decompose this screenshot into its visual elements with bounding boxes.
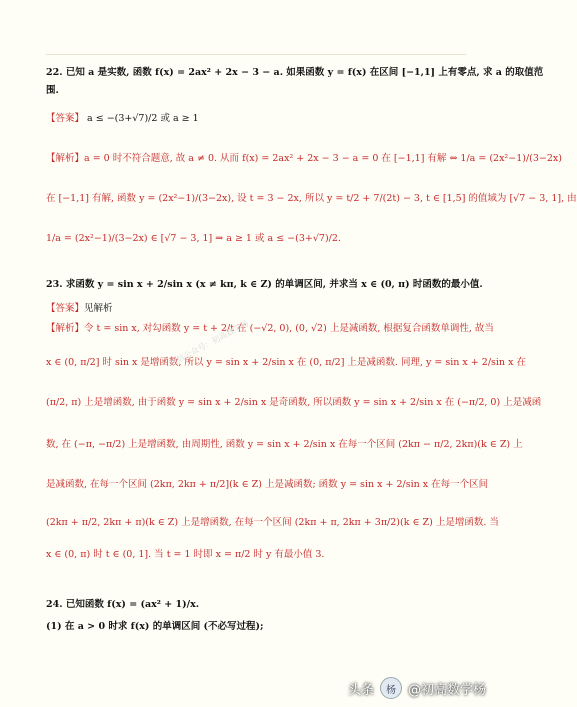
answer-tag: 【答案】: [46, 113, 85, 124]
q24-line-2: (1) 在 a > 0 时求 f(x) 的单调区间 (不必写过程);: [46, 621, 264, 632]
q23-solution-5: 是减函数, 在每一个区间 (2kπ, 2kπ + π/2](k ∈ Z) 上是减函数; 函数 y = sin x + 2/sin x 在每一个区间: [46, 479, 489, 490]
q22-solution-3: 1/a = (2x²−1)/(3−2x) ∈ [√7 − 3, 1] ⇒ a ≥ 1 或 a ≤ −(3+√7)/2.: [46, 233, 341, 244]
q23-solution-4: 数, 在 (−π, −π/2) 上是增函数, 由周期性, 函数 y = sin x + 2/sin x 在每一个区间 (2kπ − π/2, 2kπ)(k ∈ Z) 上: [46, 439, 523, 450]
solution-text: a = 0 时不符合题意, 故 a ≠ 0. 从而 f(x) = 2ax² + 2x − 3 − a = 0 在 [−1,1] 有解 ⇔ 1/a = (2x²−1)/(3−2x): [84, 153, 562, 164]
q23-solution-2: x ∈ (0, π/2] 时 sin x 是增函数, 所以 y = sin x + 2/sin x 在 (0, π/2] 上是减函数. 同理, y = sin x + 2/sin x 在: [46, 357, 526, 368]
answer-tag: 【答案】: [46, 303, 85, 314]
answer-text: a ≤ −(3+√7)/2 或 a ≥ 1: [84, 113, 199, 124]
q22-answer: [46, 112, 466, 126]
footer-brand[interactable]: [348, 677, 486, 699]
q22-line-1: 22. 已知 a 是实数, 函数 f(x) = 2ax² + 2x − 3 − a. 如果函数 y = f(x) 在区间 [−1,1] 上有零点, 求 a 的取值范: [46, 67, 544, 78]
q23-solution-3: (π/2, π) 上是增函数, 由于函数 y = sin x + 2/sin x 是奇函数, 所以函数 y = sin x + 2/sin x 在 (−π/2, 0) 上是减函: [46, 397, 542, 408]
q24-line-1: 24. 已知函数 f(x) = (ax² + 1)/x.: [46, 599, 200, 610]
solution-text: 令 t = sin x, 对勾函数 y = t + 2/t 在 (−√2, 0), (0, √2) 上是减函数, 根据复合函数单调性, 故当: [84, 323, 494, 334]
watermark: 微信公众号：初高数学杨: [168, 318, 250, 369]
q23-line-1: 23. 求函数 y = sin x + 2/sin x (x ≠ kπ, k ∈ Z) 的单调区间, 并求当 x ∈ (0, π) 时函数的最小值.: [46, 279, 483, 290]
answer-text: 见解析: [84, 303, 113, 314]
solution-tag: 【解析】: [46, 153, 85, 164]
platform-name: 头条: [347, 682, 374, 698]
solution-tag: 【解析】: [46, 323, 85, 334]
q23-answer: [46, 302, 466, 316]
q23-solution-7: x ∈ (0, π) 时 t ∈ (0, 1]. 当 t = 1 时即 x = π/2 时 y 有最小值 3.: [46, 549, 325, 560]
q22-line-2: 围.: [46, 85, 59, 96]
account-name: @初高数学杨: [407, 682, 486, 698]
q23-solution-6: (2kπ + π/2, 2kπ + π)(k ∈ Z) 上是增函数, 在每一个区间 (2kπ + π, 2kπ + 3π/2)(k ∈ Z) 上是增函数. 当: [46, 517, 499, 528]
q22-solution-1: [46, 152, 562, 166]
top-divider: [46, 54, 466, 55]
avatar-icon: 杨: [380, 677, 402, 699]
q23-solution-1: [46, 322, 494, 336]
q22-solution-2: 在 [−1,1] 有解, 函数 y = (2x²−1)/(3−2x), 设 t = 3 − 2x, 所以 y = t/2 + 7/(2t) − 3, t ∈ [1,5] 的值域为 [√7 − 3, 1], 由: [46, 193, 577, 204]
